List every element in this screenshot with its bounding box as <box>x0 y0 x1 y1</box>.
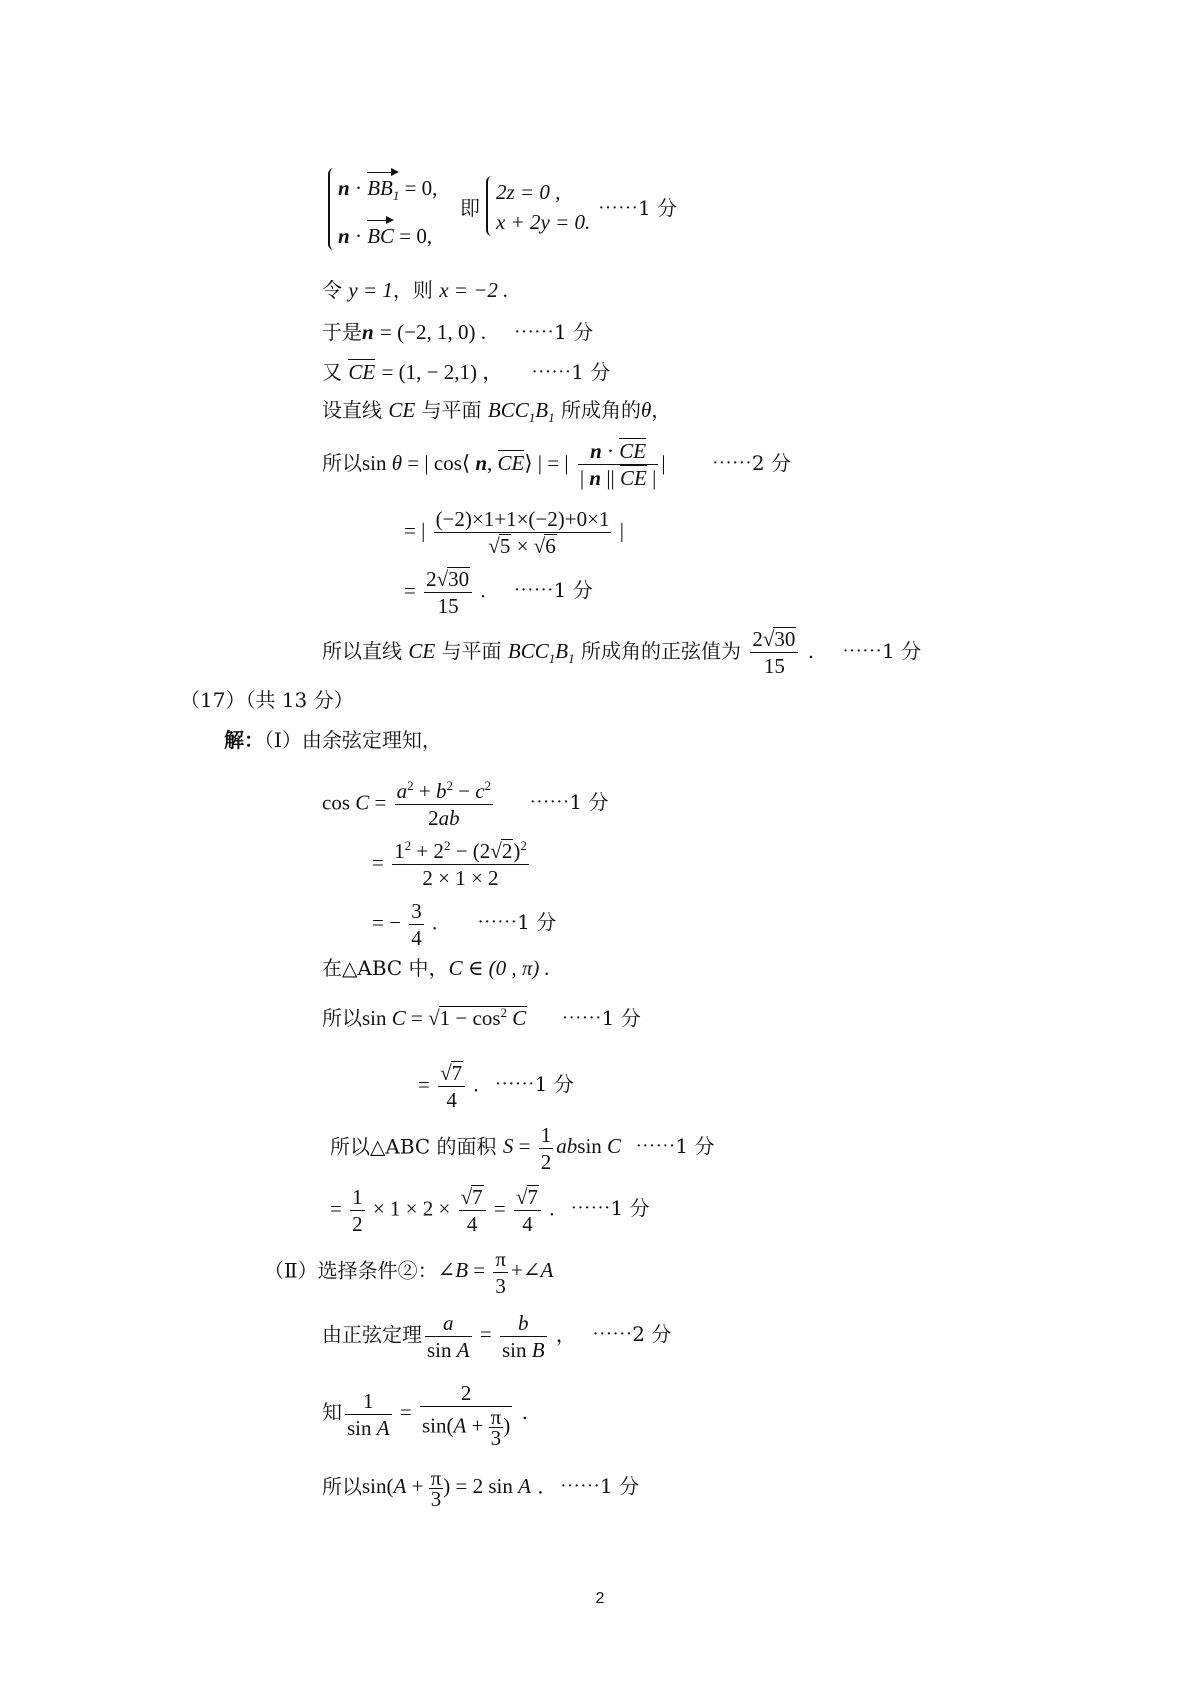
score-1: ⋯⋯1 分 <box>513 320 594 344</box>
ce-vector-line: 又 CE = (1, − 2,1) ， ⋯⋯1 分 <box>322 360 611 384</box>
score-3: ⋯⋯2 分 <box>711 451 791 475</box>
cos-c-step3: = − $\frac{3}{4}$ . ⋯⋯1 分 <box>372 899 557 950</box>
conclusion-line: 所以直线 CE 与平面 $BCC_1B_1$ 所成角的正弦值为 $\frac{2√30}{15}$ . ⋯⋯1 分 <box>322 627 922 678</box>
know-line: 知 $\frac{1}{\text{sin A}}$ = 2 sin(A + $\frac{\pi}{3}$ ) . <box>322 1381 528 1450</box>
sys-eq-4: x + 2y = 0. <box>496 210 591 234</box>
set-y-line: 令 y = 1，则 x = −2 . <box>322 278 509 302</box>
sin-theta-line: 所以sin θ = | cos⟨ n, CE⟩ | = | $\frac{n \cdot CE}{| n || CE |}$ | ⋯⋯2 分 <box>322 439 791 490</box>
part-2-line: （Ⅱ）选择条件②：∠B = $\frac{\pi}{3}$ +∠A <box>264 1247 554 1298</box>
sin-c-step2: = $\frac{√7}{4}$ . ⋯⋯1 分 <box>418 1061 574 1112</box>
area-step2: = $\frac{1}{2}$ × 1 × 2 × $\frac{√7}{4}$ = $\frac{√7}{4}$ . ⋯⋯1 分 <box>330 1185 650 1236</box>
score-13: ⋯⋯1 分 <box>560 1474 640 1499</box>
sin-theta-step3: = $\frac{2√30}{15}$ . ⋯⋯1 分 <box>404 567 593 618</box>
sys-eq-1: $n \cdot BB_1 = 0$, <box>338 170 437 202</box>
cos-c-step2: = $\frac{1^2 + 2^2 - (2√2)^2}{2 \times 1 \times 2}$ <box>372 838 527 890</box>
score-4: ⋯⋯1 分 <box>513 578 593 603</box>
angle-def-line: 设直线 CE 与平面 $BCC_1B_1$ 所成角的θ， <box>322 398 672 426</box>
score-12: ⋯⋯2 分 <box>592 1322 672 1347</box>
law-of-sines-line: 由正弦定理 $\frac{a}{\text{sin A}}$ = $\frac{b}{\text{sin B}}$ ， ⋯⋯2 分 <box>322 1311 672 1362</box>
score-11: ⋯⋯1 分 <box>570 1196 650 1221</box>
area-line: 所以△ABC 的面积 S = $\frac{1}{2}$ absin C ⋯⋯1 分 <box>330 1123 715 1174</box>
score-2: ⋯⋯1 分 <box>531 360 611 384</box>
n-vector-line: 于是n = (−2, 1, 0) . ⋯⋯1 分 <box>322 320 594 344</box>
score-sys: ⋯⋯1 分 <box>598 196 678 220</box>
sin-c-line: 所以$\sin C = √1 - \cos^2 C$ ⋯⋯1 分 <box>322 1005 641 1030</box>
sys-eq-2: n · BC = 0, <box>338 218 432 250</box>
final-line: 所以sin(A + $\frac{\pi}{3}$ ) = 2 sin A . ⋯⋯1 分 <box>322 1466 640 1511</box>
score-8: ⋯⋯1 分 <box>561 1006 641 1030</box>
cos-c-line: cos C = $\frac{a^2 + b^2 - c^2}{2ab}$ ⋯⋯1 分 <box>322 778 609 830</box>
part-1-line: 解：（Ⅰ）由余弦定理知， <box>224 728 442 752</box>
question-17-heading: （17）（共 13 分） <box>180 688 354 712</box>
score-6: ⋯⋯1 分 <box>529 790 609 815</box>
sys-eq-3: 2z = 0 , <box>496 180 561 204</box>
score-5: ⋯⋯1 分 <box>842 639 922 663</box>
score-10: ⋯⋯1 分 <box>635 1134 715 1159</box>
sin-theta-step2: = | $\frac{(-2)\times 1+1\times(-2)+0\times 1}{√5 \times √6}$ | <box>404 507 624 558</box>
triangle-line: 在△ABC 中，C ∈ (0 , π) . <box>322 956 550 980</box>
page-number: 2 <box>595 1590 605 1607</box>
ji-label: 即 <box>460 196 480 220</box>
left-brace-1 <box>328 168 338 250</box>
left-brace-2 <box>486 176 496 236</box>
score-7: ⋯⋯1 分 <box>477 910 557 935</box>
score-9: ⋯⋯1 分 <box>494 1072 574 1097</box>
